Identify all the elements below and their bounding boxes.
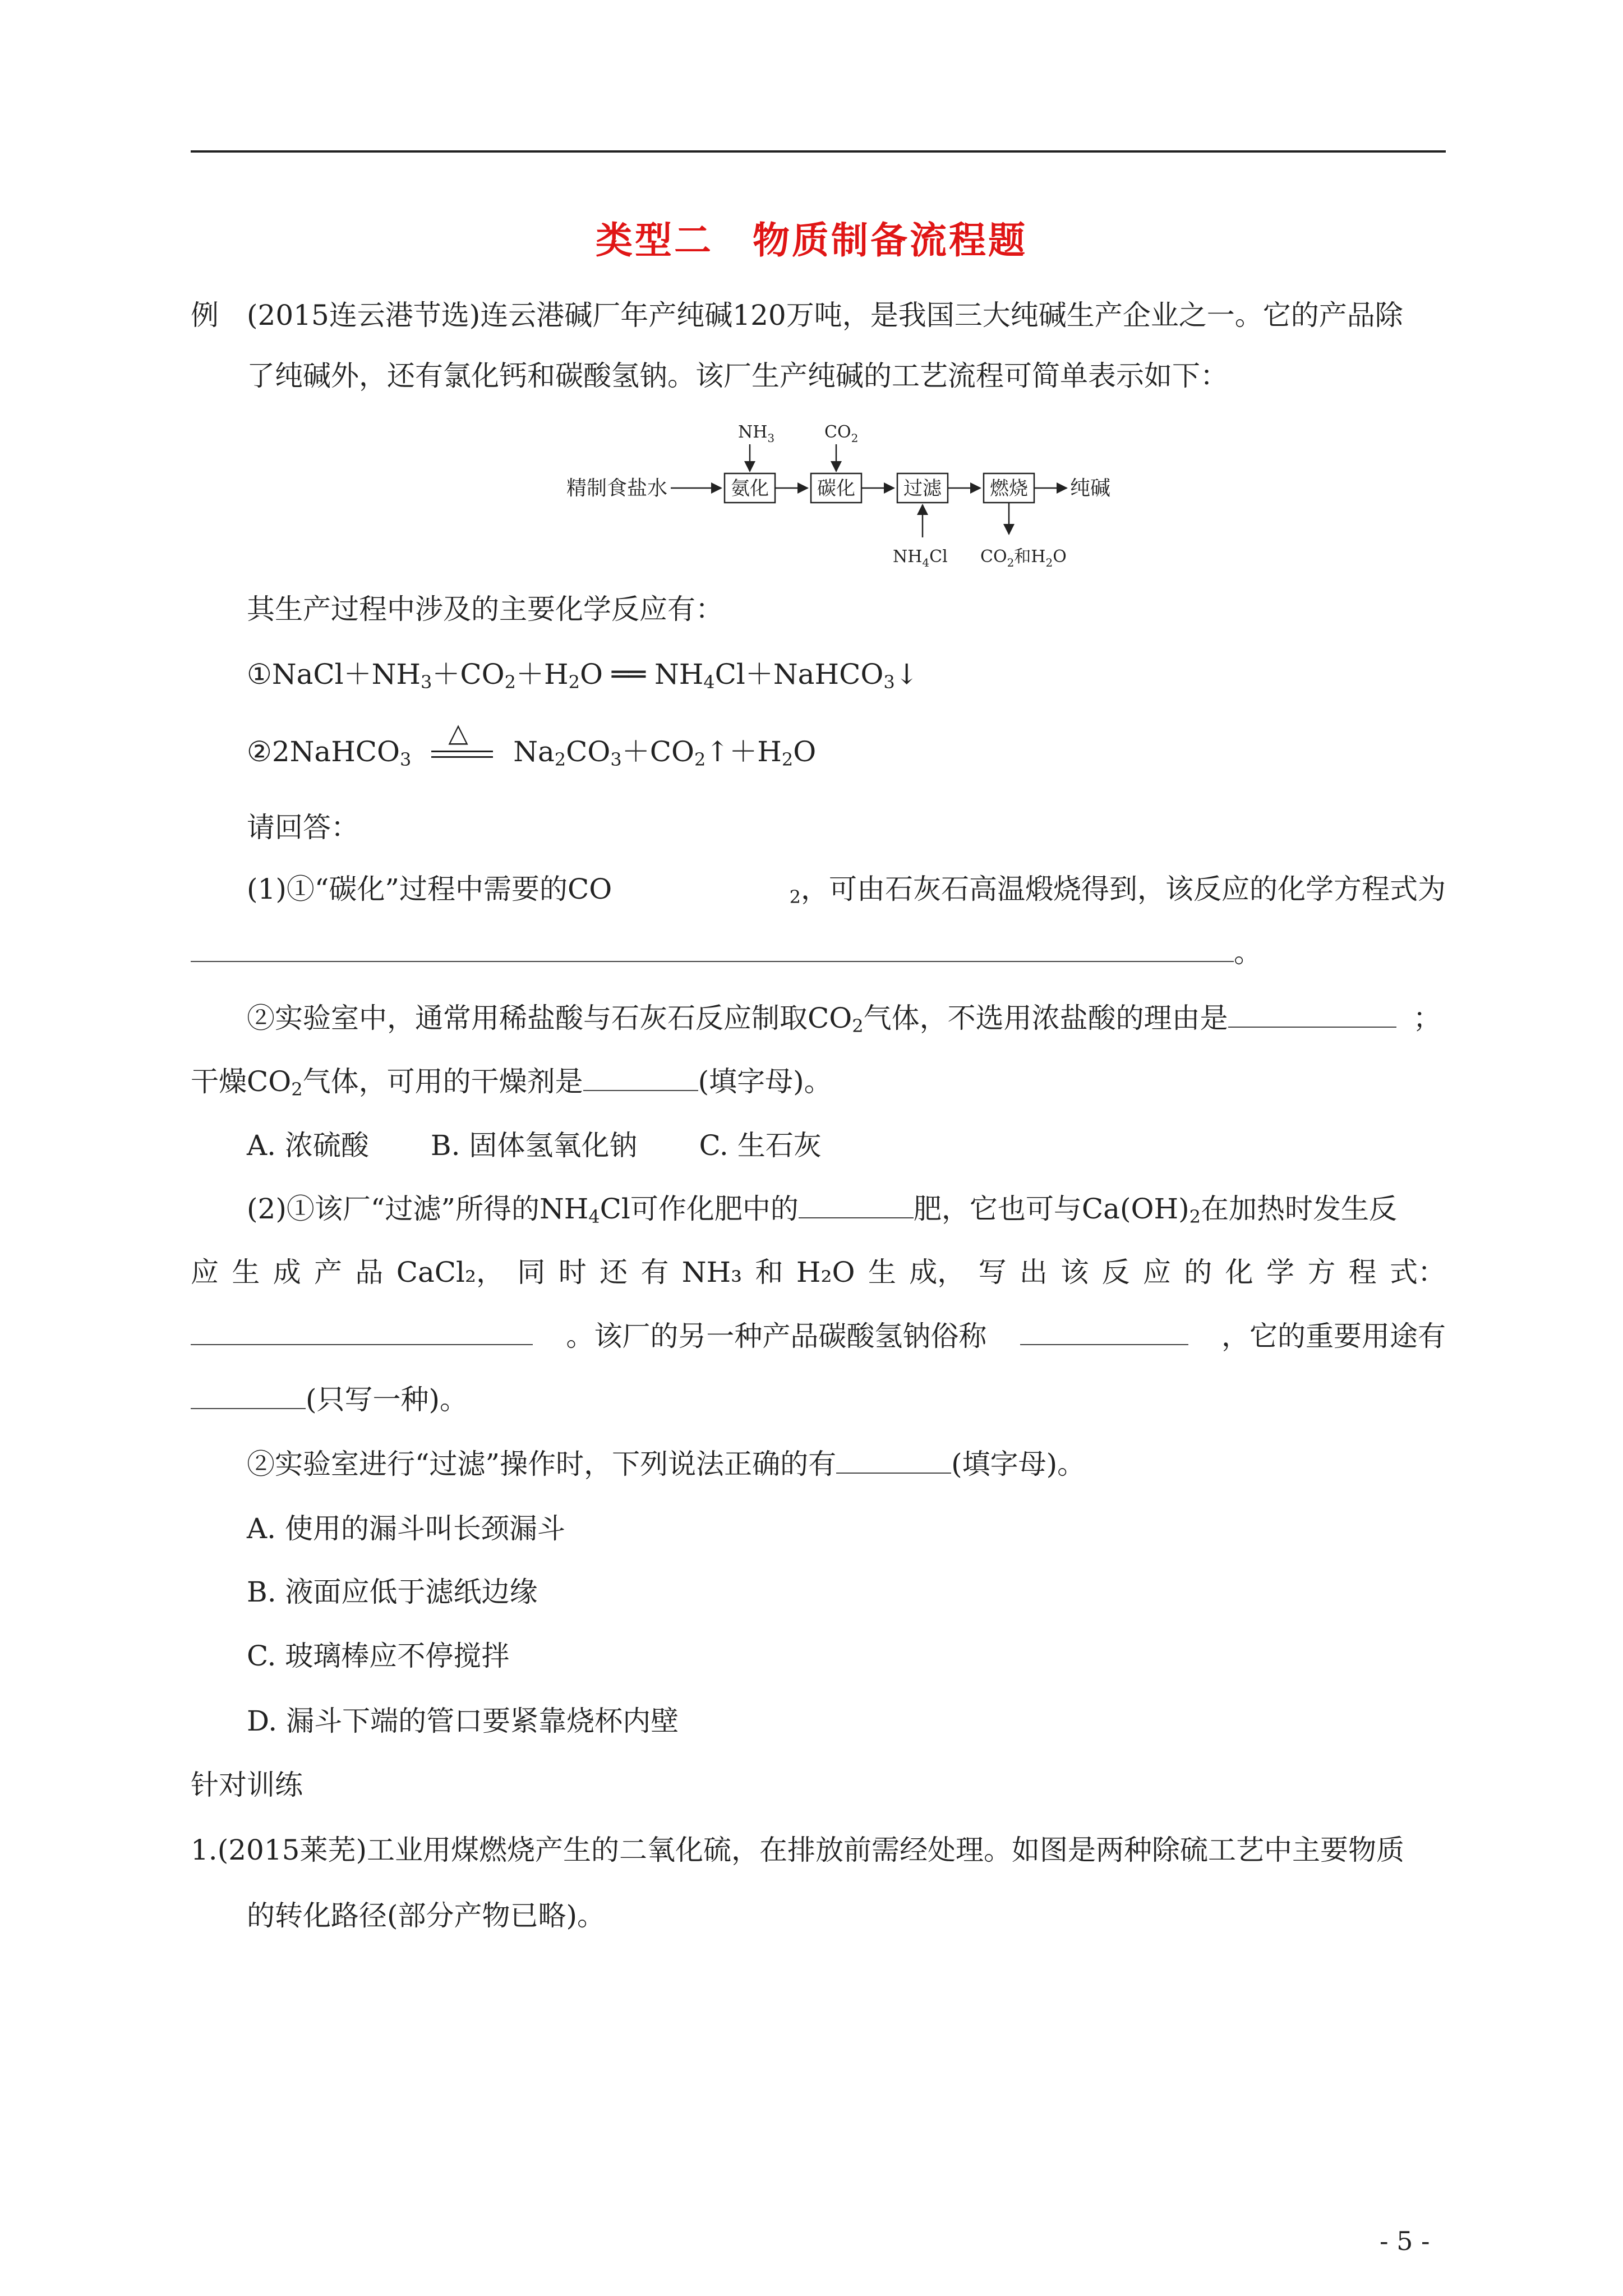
- flow-end-label: 纯碱: [1070, 477, 1111, 500]
- training-heading: 针对训练: [191, 1769, 303, 1801]
- example-line-2: 了纯碱外，还有氯化钙和碳酸氢钠。该厂生产纯碱的工艺流程可简单表示如下：: [247, 360, 1228, 392]
- flow-step-filtration: 过滤: [903, 477, 942, 500]
- answer-blank-2[interactable]: [1228, 1002, 1396, 1028]
- page-number: - 5 -: [1380, 2226, 1430, 2256]
- answer-blank-5[interactable]: [191, 1319, 533, 1345]
- flow-nh3-label: $NH_3$: [738, 422, 775, 445]
- q1-line-4: 干燥$CO_2$气体，可用的干燥剂是 (填字母)。: [191, 1065, 832, 1100]
- section-title: 类型二 物质制备流程题: [596, 218, 1027, 262]
- q2-line-5: ②实验室进行“过滤”操作时，下列说法正确的有 (填字母)。: [247, 1448, 1086, 1480]
- q2-line-1: (2)①该厂“过滤”所得的$NH_4Cl$可作化肥中的 肥，它也可与$Ca(OH)_2$在加热时发生反: [247, 1193, 1397, 1227]
- reaction-2: ②2NaHCO$_3$ △ $Na_2CO_3+CO_2↑+H_2O$: [247, 735, 816, 771]
- q2-line-2: 应 生 成 产 品 CaCl₂， 同 时 还 有 NH₃ 和 H₂O 生 成， 写 出 该 反 应 的 化 学 方 程 式：: [191, 1256, 1446, 1289]
- answer-prompt: 请回答：: [247, 811, 359, 844]
- q1-option-c: C. 生石灰: [699, 1129, 822, 1162]
- q2-line-4: (只写一种)。: [191, 1383, 468, 1416]
- example-line-1: [191, 298, 1403, 332]
- reactions-intro: 其生产过程中涉及的主要化学反应有：: [247, 593, 723, 625]
- delta-icon: △: [448, 717, 468, 748]
- flow-co2-label: $CO_2$: [824, 422, 859, 445]
- answer-blank-3[interactable]: [583, 1065, 698, 1091]
- flow-step-carbonation: 碳化: [817, 477, 855, 500]
- answer-blank-8[interactable]: [836, 1448, 951, 1474]
- q1-option-b: B. 固体氢氧化钠: [430, 1129, 638, 1162]
- q2-option-d: D. 漏斗下端的管口要紧靠烧杯内壁: [247, 1705, 679, 1737]
- flow-start-label: 精制食盐水: [566, 477, 668, 500]
- equals-sign: ══: [611, 658, 646, 691]
- q1-line-1: (1)①“碳化”过程中需要的CO $_2$，可由石灰石高温煅烧得到，该反应的化学方程式为: [247, 873, 1446, 908]
- example-text-1: (2015连云港节选)连云港碱厂年产纯碱120万吨，是我国三大纯碱生产企业之一。它的产品除: [247, 299, 1403, 332]
- heating-condition: [420, 717, 504, 771]
- example-label: 例: [191, 299, 219, 332]
- training-q1-line-1: 1.(2015莱芜)工业用煤燃烧产生的二氧化硫，在排放前需经处理。如图是两种除硫工艺中主要物质: [191, 1834, 1404, 1866]
- q1-line-2: 。: [191, 936, 1262, 969]
- q1-option-a: A. 浓硫酸: [247, 1129, 369, 1162]
- flow-step-ammoniation: 氨化: [731, 477, 769, 500]
- process-flow-diagram: [566, 415, 1138, 578]
- training-q1-line-2: 的转化路径(部分产物已略)。: [247, 1899, 606, 1932]
- header-rule: [191, 150, 1446, 153]
- q2-line-3: 。该厂的另一种产品碳酸氢钠俗称 ，它的重要用途有: [191, 1319, 1446, 1353]
- answer-blank-1[interactable]: [191, 936, 1234, 962]
- q2-option-a: A. 使用的漏斗叫长颈漏斗: [247, 1512, 565, 1545]
- flow-nh4cl-label: $NH_4Cl$: [893, 547, 948, 569]
- q1-line-3: ②实验室中，通常用稀盐酸与石灰石反应制取$CO_2$气体，不选用浓盐酸的理由是 ；: [247, 1002, 1441, 1037]
- answer-blank-4[interactable]: [799, 1193, 914, 1218]
- reaction-1: $①NaCl+NH_3+CO_2+H_2O$ ══ $NH_4Cl+NaHCO_3↓$: [247, 658, 919, 693]
- q2-option-b: B. 液面应低于滤纸边缘: [247, 1576, 538, 1608]
- flow-byproduct-label: $CO_2$和$H_2O$: [980, 547, 1067, 569]
- flow-step-burning: 燃烧: [990, 477, 1028, 500]
- q1-options: [247, 1129, 822, 1162]
- answer-blank-6[interactable]: [1020, 1319, 1188, 1345]
- answer-blank-7[interactable]: [191, 1383, 306, 1409]
- q2-option-c: C. 玻璃棒应不停搅拌: [247, 1640, 510, 1672]
